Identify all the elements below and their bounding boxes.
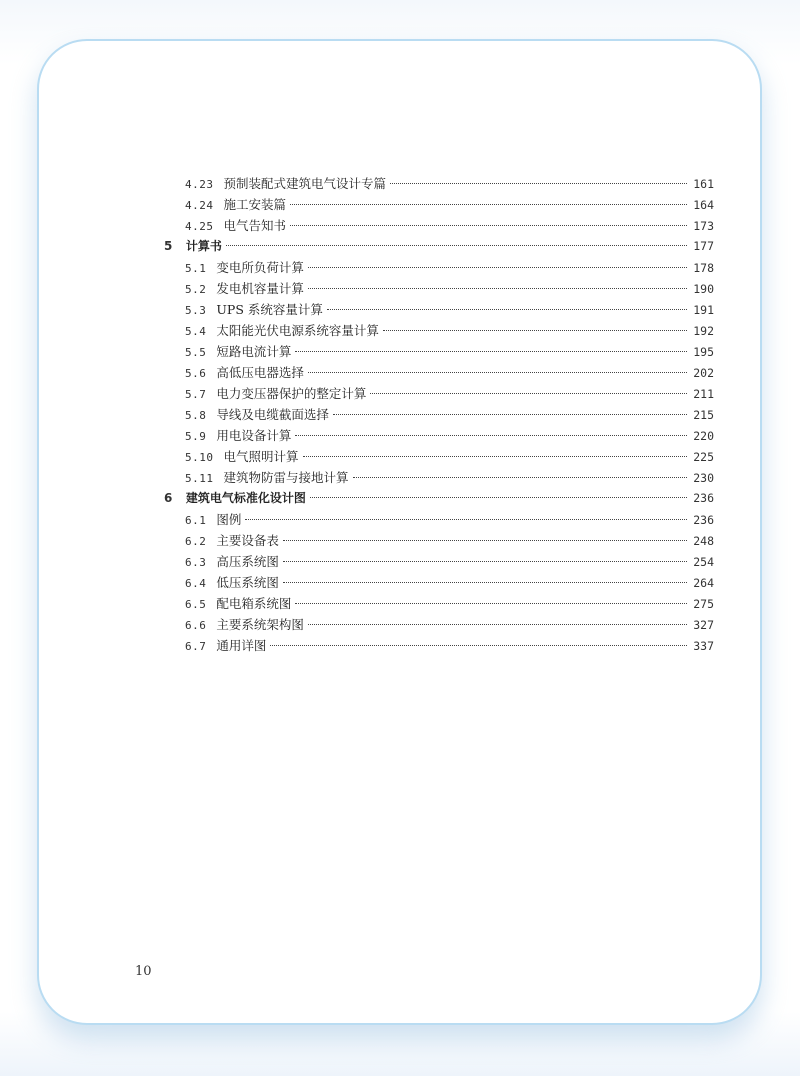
toc-entry-number: 5.11 [185,472,214,485]
toc-entry-number: 6.5 [185,598,207,611]
toc-entry-title: 电力变压器保护的整定计算 [216,386,367,401]
leader-dots [310,497,687,498]
toc-entry-page: 264 [693,576,714,590]
toc-entry-page: 215 [693,408,714,422]
toc-entry[interactable] [164,362,714,383]
toc-entry[interactable] [164,257,714,278]
leader-dots [308,267,687,268]
toc-entry-title: 导线及电缆截面选择 [216,407,329,422]
toc-entry-page: 202 [693,366,714,380]
leader-dots [308,372,687,373]
toc-entry[interactable] [164,572,714,593]
toc-entry-number: 6.2 [185,535,207,548]
leader-dots [295,435,687,436]
toc-entry-page: 164 [693,198,714,212]
toc-chapter-number: 5 [164,239,173,253]
toc-entry-title: UPS 系统容量计算 [216,302,323,317]
toc-entry-page: 275 [693,597,714,611]
toc-entry-number: 5.5 [185,346,207,359]
toc-entry-number: 5.4 [185,325,207,338]
toc-entry-page: 248 [693,534,714,548]
leader-dots [353,477,687,478]
toc-chapter-page: 177 [693,239,714,253]
toc-entry-title: 建筑物防雷与接地计算 [223,470,349,485]
toc-entry-page: 327 [693,618,714,632]
toc-entry[interactable] [164,467,714,488]
toc-chapter[interactable] [164,488,714,509]
toc-entry-title: 主要设备表 [216,533,279,548]
leader-dots [226,245,687,246]
toc-entry[interactable] [164,194,714,215]
leader-dots [283,561,687,562]
toc-entry-title: 图例 [216,512,242,527]
toc-entry-page: 254 [693,555,714,569]
toc-entry-number: 6.3 [185,556,207,569]
leader-dots [303,456,687,457]
toc-entry-title: 高低压电器选择 [216,365,304,380]
toc-entry[interactable] [164,299,714,320]
leader-dots [270,645,687,646]
toc-entry-title: 短路电流计算 [216,344,292,359]
toc-entry-title: 用电设备计算 [216,428,292,443]
toc-entry-title: 电气照明计算 [223,449,299,464]
table-of-contents [164,173,714,656]
leader-dots [245,519,687,520]
toc-entry[interactable] [164,614,714,635]
toc-entry[interactable] [164,215,714,236]
toc-entry-page: 190 [693,282,714,296]
toc-chapter-number: 6 [164,491,173,505]
toc-entry-number: 6.4 [185,577,207,590]
leader-dots [290,225,687,226]
toc-entry-page: 236 [693,513,714,527]
toc-entry[interactable] [164,278,714,299]
leader-dots [390,183,687,184]
toc-entry[interactable] [164,383,714,404]
leader-dots [283,540,687,541]
toc-entry-number: 4.25 [185,220,214,233]
toc-entry-page: 178 [693,261,714,275]
toc-entry-number: 4.23 [185,178,214,191]
toc-chapter[interactable] [164,236,714,257]
toc-entry-page: 211 [693,387,714,401]
toc-entry[interactable] [164,404,714,425]
toc-entry[interactable] [164,593,714,614]
toc-entry-title: 高压系统图 [216,554,279,569]
leader-dots [283,582,687,583]
toc-entry[interactable] [164,446,714,467]
leader-dots [308,288,687,289]
toc-entry-title: 低压系统图 [216,575,279,590]
leader-dots [383,330,687,331]
toc-entry[interactable] [164,425,714,446]
toc-entry-page: 225 [693,450,714,464]
leader-dots [327,309,687,310]
toc-entry-title: 配电箱系统图 [216,596,292,611]
toc-chapter-page: 236 [693,491,714,505]
page-number: 10 [135,964,152,979]
toc-entry-title: 通用详图 [216,638,267,653]
toc-entry-number: 5.10 [185,451,214,464]
toc-entry-number: 5.7 [185,388,207,401]
toc-entry-number: 6.7 [185,640,207,653]
toc-entry-number: 5.1 [185,262,207,275]
toc-entry[interactable] [164,320,714,341]
leader-dots [290,204,687,205]
toc-chapter-title: 计算书 [185,239,222,253]
toc-entry-number: 5.2 [185,283,207,296]
toc-entry-title: 变电所负荷计算 [216,260,304,275]
toc-entry-page: 220 [693,429,714,443]
toc-entry-number: 6.1 [185,514,207,527]
toc-entry-title: 主要系统架构图 [216,617,304,632]
leader-dots [295,351,687,352]
toc-entry-title: 施工安装篇 [223,197,287,212]
toc-entry-title: 发电机容量计算 [216,281,304,296]
toc-entry-page: 230 [693,471,714,485]
toc-entry-page: 195 [693,345,714,359]
toc-entry-number: 6.6 [185,619,207,632]
toc-entry[interactable] [164,509,714,530]
leader-dots [370,393,687,394]
toc-entry-number: 5.3 [185,304,207,317]
toc-entry-title: 预制装配式建筑电气设计专篇 [223,176,387,191]
toc-entry-number: 4.24 [185,199,214,212]
toc-entry-number: 5.9 [185,430,207,443]
toc-entry[interactable] [164,551,714,572]
toc-entry-number: 5.6 [185,367,207,380]
toc-entry[interactable] [164,530,714,551]
toc-entry-page: 173 [693,219,714,233]
toc-entry-title: 太阳能光伏电源系统容量计算 [216,323,379,338]
toc-entry-number: 5.8 [185,409,207,422]
leader-dots [333,414,687,415]
toc-entry-title: 电气告知书 [223,218,287,233]
toc-entry-page: 337 [693,639,714,653]
toc-entry-page: 191 [693,303,714,317]
page-card [37,39,762,1025]
toc-entry[interactable] [164,173,714,194]
toc-entry-page: 161 [693,177,714,191]
toc-entry[interactable] [164,635,714,656]
leader-dots [308,624,687,625]
toc-chapter-title: 建筑电气标准化设计图 [185,491,306,505]
toc-entry-page: 192 [693,324,714,338]
toc-entry[interactable] [164,341,714,362]
leader-dots [295,603,687,604]
